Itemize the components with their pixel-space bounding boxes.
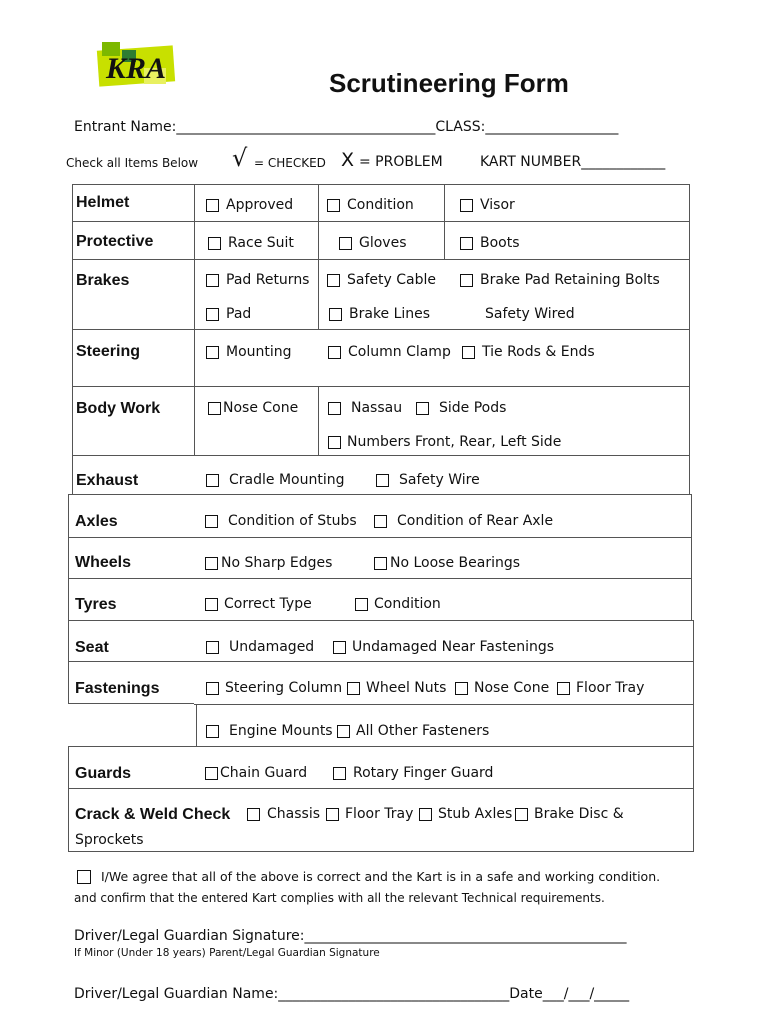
check-condition-stubs[interactable]: Condition of Stubs: [205, 513, 357, 529]
tick-icon: √: [232, 144, 248, 172]
class-line[interactable]: ___________________: [485, 119, 619, 135]
check-no-loose-bearings[interactable]: No Loose Bearings: [374, 555, 520, 571]
check-safety-cable[interactable]: Safety Cable: [327, 272, 436, 288]
check-steering-column[interactable]: Steering Column: [206, 680, 342, 696]
checkbox[interactable]: [376, 474, 389, 487]
check-condition-rear-axle[interactable]: Condition of Rear Axle: [374, 513, 553, 529]
checked-legend: = CHECKED: [254, 156, 326, 170]
check-gloves[interactable]: Gloves: [339, 235, 407, 251]
row-label-crack-weld: Crack & Weld Check: [75, 806, 231, 823]
name-line[interactable]: _________________________________: [278, 986, 510, 1002]
check-brake-pad-bolts[interactable]: Brake Pad Retaining Bolts: [460, 272, 660, 288]
check-wheel-nuts[interactable]: Wheel Nuts: [347, 680, 446, 696]
kra-logo: [92, 38, 180, 92]
problem-legend: = PROBLEM: [359, 154, 443, 170]
kart-number-line[interactable]: ____________: [581, 154, 666, 170]
kart-number-field[interactable]: [480, 154, 665, 170]
check-no-sharp-edges[interactable]: No Sharp Edges: [205, 555, 332, 571]
row-label-exhaust: Exhaust: [76, 472, 139, 489]
safety-wired-text: Safety Wired: [485, 306, 575, 322]
checkbox[interactable]: [460, 199, 473, 212]
checkbox[interactable]: [205, 767, 218, 780]
row-label-guards: Guards: [75, 765, 132, 782]
checkbox[interactable]: [77, 870, 91, 884]
check-mounting[interactable]: Mounting: [206, 344, 292, 360]
entrant-field[interactable]: [74, 119, 618, 135]
check-all-label: Check all Items Below: [66, 156, 199, 170]
agreement-line-2: and confirm that the entered Kart complies with all the relevant Technical requirements.: [74, 891, 605, 905]
name-date-field[interactable]: [74, 986, 629, 1002]
check-undamaged[interactable]: Undamaged: [206, 639, 314, 655]
checkbox[interactable]: [328, 436, 341, 449]
check-chain-guard[interactable]: Chain Guard: [205, 765, 307, 781]
checkbox[interactable]: [206, 199, 219, 212]
check-boots[interactable]: Boots: [460, 235, 520, 251]
checkbox[interactable]: [455, 682, 468, 695]
checkbox[interactable]: [327, 199, 340, 212]
checkbox[interactable]: [205, 598, 218, 611]
check-engine-mounts[interactable]: Engine Mounts: [206, 723, 333, 739]
check-approved[interactable]: Approved: [206, 197, 293, 213]
check-stub-axles[interactable]: Stub Axles: [419, 806, 512, 822]
checkbox[interactable]: [460, 274, 473, 287]
row-label-axles: Axles: [75, 513, 118, 530]
check-tyre-condition[interactable]: Condition: [355, 596, 441, 612]
checkbox[interactable]: [557, 682, 570, 695]
check-visor[interactable]: Visor: [460, 197, 515, 213]
class-label: CLASS:: [435, 119, 486, 135]
check-helmet-condition[interactable]: Condition: [327, 197, 414, 213]
check-nose-cone-body[interactable]: Nose Cone: [208, 400, 298, 416]
signature-line[interactable]: ______________________________________________: [304, 928, 627, 944]
checkbox[interactable]: [329, 308, 342, 321]
checkbox[interactable]: [206, 346, 219, 359]
row-label-steering: Steering: [76, 343, 141, 360]
check-other-fasteners[interactable]: All Other Fasteners: [337, 723, 489, 739]
checkbox[interactable]: [327, 274, 340, 287]
check-column-clamp[interactable]: Column Clamp: [328, 344, 451, 360]
row-label-seat: Seat: [75, 639, 109, 656]
checkbox[interactable]: [328, 402, 341, 415]
checkbox[interactable]: [206, 641, 219, 654]
check-pad-returns[interactable]: Pad Returns: [206, 272, 309, 288]
signature-label: Driver/Legal Guardian Signature:: [74, 928, 305, 944]
check-undamaged-fastenings[interactable]: Undamaged Near Fastenings: [333, 639, 554, 655]
checkbox[interactable]: [460, 237, 473, 250]
checkbox[interactable]: [205, 557, 218, 570]
row-label-helmet: Helmet: [76, 194, 130, 211]
sprockets-text: Sprockets: [75, 832, 144, 848]
row-label-wheels: Wheels: [75, 554, 132, 571]
x-icon: X: [341, 149, 355, 171]
checkbox[interactable]: [247, 808, 260, 821]
checkbox[interactable]: [347, 682, 360, 695]
check-tie-rods[interactable]: Tie Rods & Ends: [462, 344, 595, 360]
name-label: Driver/Legal Guardian Name:: [74, 986, 279, 1002]
checkbox[interactable]: [416, 402, 429, 415]
check-brake-disc[interactable]: Brake Disc &: [515, 806, 624, 822]
check-crack-floor-tray[interactable]: Floor Tray: [326, 806, 413, 822]
minor-note: If Minor (Under 18 years) Parent/Legal Guardian Signature: [74, 947, 380, 959]
checkbox[interactable]: [206, 274, 219, 287]
checkbox[interactable]: [333, 767, 346, 780]
check-pad[interactable]: Pad: [206, 306, 251, 322]
checkbox[interactable]: [515, 808, 528, 821]
checkbox[interactable]: [206, 308, 219, 321]
entrant-name-line[interactable]: _____________________________________: [176, 119, 436, 135]
checkbox[interactable]: [339, 237, 352, 250]
checkbox[interactable]: [462, 346, 475, 359]
checkbox[interactable]: [355, 598, 368, 611]
agreement-checkbox[interactable]: I/We agree that all of the above is correct and the Kart is in a safe and working condition.: [77, 869, 660, 884]
checkbox[interactable]: [208, 402, 221, 415]
signature-field[interactable]: [74, 928, 627, 944]
check-brake-lines[interactable]: Brake Lines: [329, 306, 430, 322]
date-field[interactable]: Date___/___/_____: [509, 986, 630, 1002]
checkbox[interactable]: [337, 725, 350, 738]
checkbox[interactable]: [205, 515, 218, 528]
check-cradle-mounting[interactable]: Cradle Mounting: [206, 472, 344, 488]
check-numbers[interactable]: Numbers Front, Rear, Left Side: [328, 434, 561, 450]
kart-number-label: KART NUMBER: [480, 154, 582, 170]
checkbox[interactable]: [206, 682, 219, 695]
entrant-name-label: Entrant Name:: [74, 119, 177, 135]
row-label-brakes: Brakes: [76, 272, 130, 289]
row-label-bodywork: Body Work: [76, 400, 161, 417]
check-safety-wire[interactable]: Safety Wire: [376, 472, 480, 488]
checkbox[interactable]: [419, 808, 432, 821]
row-label-fastenings: Fastenings: [75, 680, 160, 697]
checkbox[interactable]: [206, 725, 219, 738]
checkbox[interactable]: [328, 346, 341, 359]
check-floor-tray[interactable]: Floor Tray: [557, 680, 644, 696]
checkbox[interactable]: [333, 641, 346, 654]
page-title: Scrutineering Form: [329, 68, 569, 98]
check-correct-type[interactable]: Correct Type: [205, 596, 312, 612]
row-label-protective: Protective: [76, 233, 154, 250]
check-side-pods[interactable]: Side Pods: [416, 400, 506, 416]
checkbox[interactable]: [208, 237, 221, 250]
check-race-suit[interactable]: Race Suit: [208, 235, 294, 251]
checkbox[interactable]: [374, 557, 387, 570]
check-rotary-finger-guard[interactable]: Rotary Finger Guard: [333, 765, 493, 781]
checkbox[interactable]: [374, 515, 387, 528]
checkbox[interactable]: [326, 808, 339, 821]
check-nassau[interactable]: Nassau: [328, 400, 402, 416]
checkbox[interactable]: [206, 474, 219, 487]
row-label-tyres: Tyres: [75, 596, 117, 613]
svg-text:KRA: KRA: [106, 52, 167, 85]
check-chassis[interactable]: Chassis: [247, 806, 320, 822]
check-fastening-nose-cone[interactable]: Nose Cone: [455, 680, 549, 696]
